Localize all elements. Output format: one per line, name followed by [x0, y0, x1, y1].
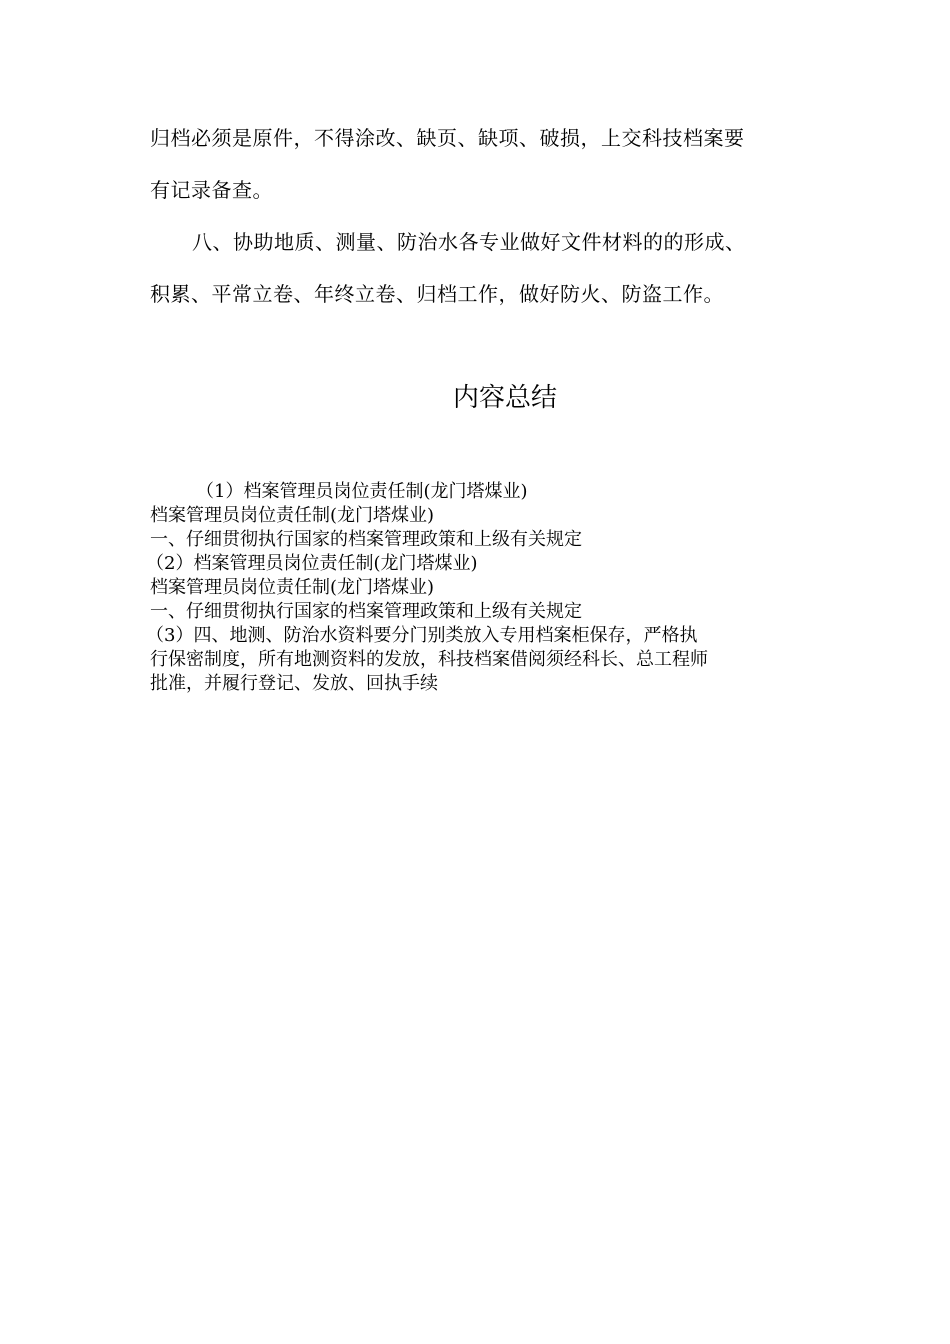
summary-line-8: 行保密制度，所有地测资料的发放，科技档案借阅须经科长、总工程师	[150, 649, 708, 670]
summary-line-4: （2）档案管理员岗位责任制(龙门塔煤业)	[146, 553, 478, 574]
paragraph-line-3: 八、协助地质、测量、防治水各专业做好文件材料的的形成、	[192, 230, 746, 254]
body-text-block	[150, 112, 810, 320]
summary-line-3: 一、仔细贯彻执行国家的档案管理政策和上级有关规定	[150, 529, 582, 550]
summary-line-1: （1）档案管理员岗位责任制(龙门塔煤业)	[196, 481, 528, 502]
paragraph-line-4: 积累、平常立卷、年终立卷、归档工作，做好防火、防盗工作。	[150, 282, 724, 306]
summary-line-7: （3）四、地测、防治水资料要分门别类放入专用档案柜保存，严格执	[146, 625, 698, 646]
summary-title: 内容总结	[452, 383, 557, 413]
summary-line-2: 档案管理员岗位责任制(龙门塔煤业)	[150, 505, 435, 526]
paragraph-line-2: 有记录备查。	[150, 178, 273, 202]
summary-line-9: 批准，并履行登记、发放、回执手续	[150, 673, 438, 694]
summary-block	[146, 480, 800, 696]
paragraph-line-1: 归档必须是原件，不得涂改、缺页、缺项、破损，上交科技档案要	[150, 126, 745, 150]
summary-line-5: 档案管理员岗位责任制(龙门塔煤业)	[150, 577, 435, 598]
summary-line-6: 一、仔细贯彻执行国家的档案管理政策和上级有关规定	[150, 601, 582, 622]
